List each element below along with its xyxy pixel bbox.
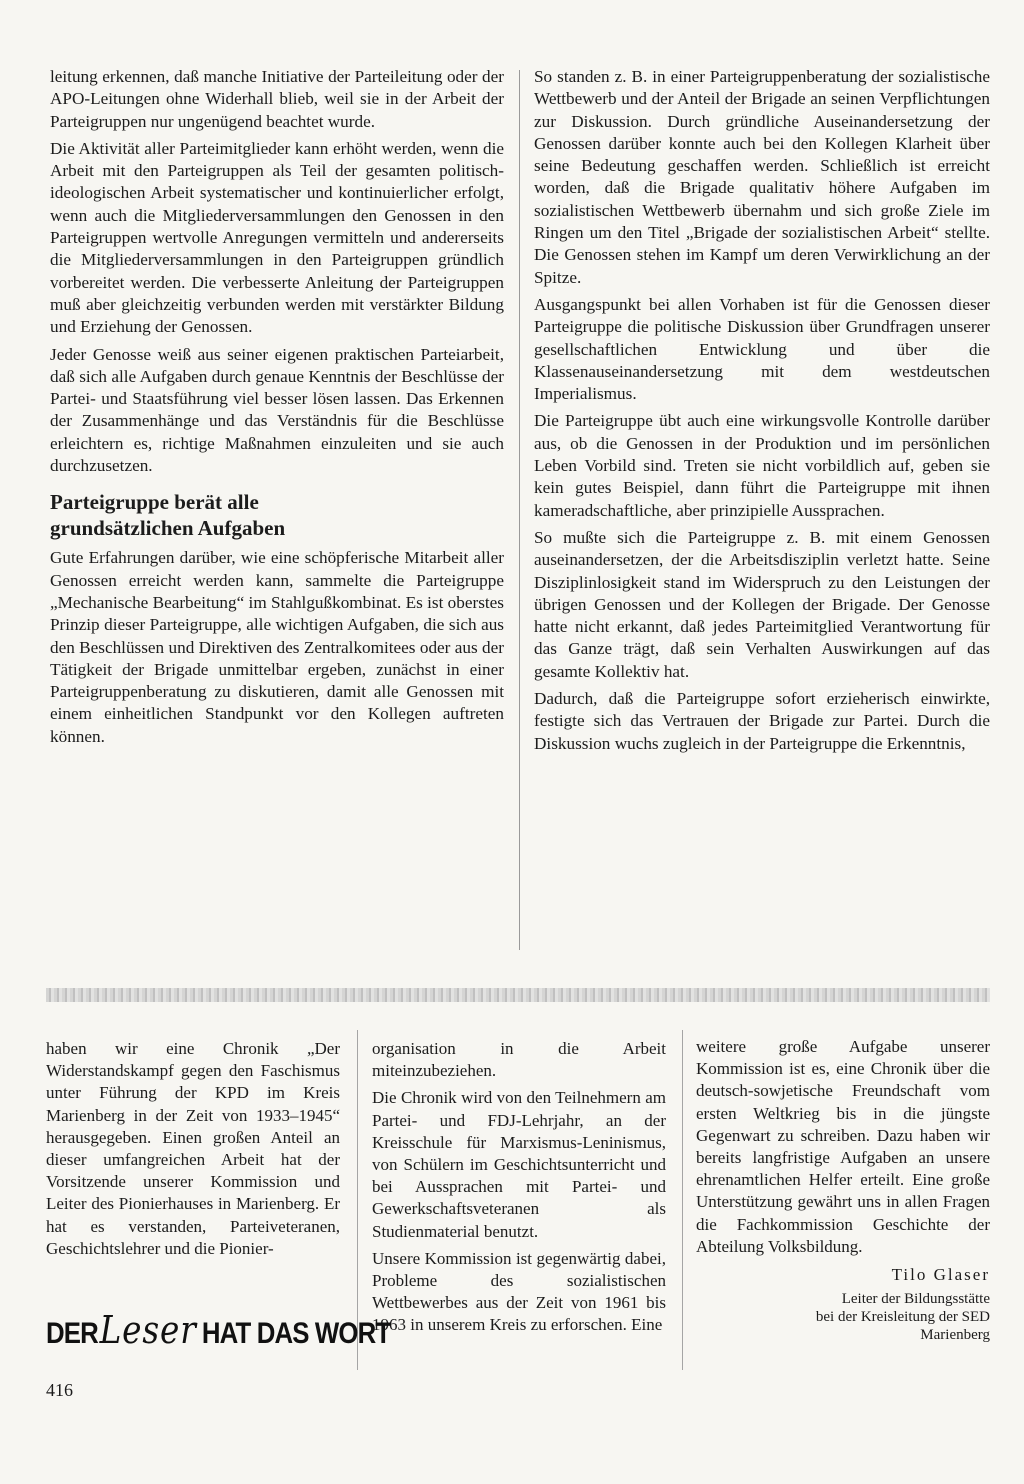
- section-heading-line-2: grundsätzlichen Aufgaben: [50, 516, 286, 541]
- author-signature: Tilo Glaser: [891, 1265, 990, 1285]
- paragraph: Gute Erfahrungen darüber, wie eine schöpferische Mitarbeit aller Genossen erreicht werden kann, sammelte die Parteigruppe „Mechanische Bearbeitung“ im Stahlgußkombinat. Es ist oberstes Prinzip dieser Parteigruppe, alle wichtigen Aufgaben, die sich aus den Beschlüssen und Direktiven des Zentralkomitees oder aus der Tätigkeit der Brigade unmittelbar ergeben, zunächst in einer Parteigruppenberatung zu diskutieren, damit alle Genossen mit einem einheitlichen Standpunkt vor den Kollegen auftreten können.: [50, 548, 504, 746]
- author-role: [696, 1290, 990, 1344]
- logo-text-leser: Leser: [99, 1308, 197, 1352]
- letter-column-1: [46, 1038, 340, 1265]
- paragraph: Die Chronik wird von den Teilnehmern am Partei- und FDJ-Lehrjahr, an der Kreisschule für Marxismus-Leninismus, von Schülern im Geschichtsunterricht und bei Aussprachen mit Partei- und Gewerkschaftsveteranen als Studienmaterial benutzt.: [372, 1088, 666, 1241]
- logo-text-hat-das-wort: HAT DAS WORT: [201, 1317, 391, 1350]
- separator-band: [46, 988, 990, 1002]
- author-role-line-2: bei der Kreisleitung der SED: [815, 1309, 990, 1326]
- der-leser-hat-das-wort-logo: [46, 1308, 391, 1352]
- article-left-column: [50, 66, 504, 753]
- paragraph: weitere große Aufgabe unserer Kommission ist es, eine Chronik über die deutsch-sowjetische Freundschaft vom ersten Weltkrieg bis in die jüngste Gegenwart zu schreiben. Dazu haben wir bereits langfristige Aufgaben an unsere ehrenamtlichen Helfer erteilt. Eine große Unterstützung gewährt uns in allen Fragen die Fachkommission Geschichte der Abteilung Volksbildung.: [696, 1037, 990, 1256]
- author-role-line-3: Marienberg: [920, 1327, 990, 1344]
- paragraph: Die Aktivität aller Parteimitglieder kann erhöht werden, wenn die Arbeit mit den Parteigruppen als Teil der gesamten politisch-ideologischen Arbeit systematischer und kontinuierlicher erfolgt, wenn auch die Mitgliederversammlungen den Genossen in den Parteigruppen wertvolle Anregungen vermitteln und andererseits die Mitgliederversammlungen in den Parteigruppen gründlich vorbereitet werden. Die verbesserte Anleitung der Parteigruppen muß aber gleichzeitig verbunden werden mit verstärkter Bildung und Erziehung der Genossen.: [50, 138, 504, 337]
- paragraph: Jeder Genosse weiß aus seiner eigenen praktischen Parteiarbeit, daß sich alle Aufgaben durch genaue Kenntnis der Beschlüsse der Partei- und Staatsführung viel besser lösen lassen. Das Erkennen der Zusammenhänge und das Verständnis für die Beschlüsse erleichtern es, richtige Maßnahmen einzuleiten und sie auch durchzusetzen.: [50, 344, 504, 476]
- author-role-line-1: Leiter der Bildungsstätte: [841, 1291, 990, 1308]
- letter-column-3: [696, 1036, 990, 1344]
- paragraph: haben wir eine Chronik „Der Widerstandskampf gegen den Faschismus unter Führung der KPD im Kreis Marienberg in der Zeit von 1933–1945“ herausgegeben. Einen großen Anteil an dieser umfangreichen Arbeit hat der Vorsitzende unserer Kommission und Leiter des Pionierhauses in Marienberg. Er hat es verstanden, Parteiveteranen, Geschichtslehrer und die Pionier-: [46, 1039, 340, 1258]
- paragraph: Unsere Kommission ist gegenwärtig dabei, Probleme des sozialistischen Wettbewerbes aus der Zeit von 1961 bis 1963 in unserem Kreis zu erforschen. Eine: [372, 1248, 666, 1335]
- column-divider: [682, 1030, 683, 1370]
- column-divider: [519, 70, 520, 950]
- page-number: 416: [46, 1380, 73, 1400]
- paragraph: Ausgangspunkt bei allen Vorhaben ist für die Genossen dieser Parteigruppe die politische Diskussion über Grundfragen unserer gesellschaftlichen Entwicklung und über die Klassenauseinandersetzung mit dem westdeutschen Imperialismus.: [534, 294, 990, 404]
- paragraph: leitung erkennen, daß manche Initiative der Parteileitung oder der APO-Leitungen ohne Widerhall blieb, weil sie in der Arbeit der Parteigruppen nur ungenügend beachtet wurde.: [50, 67, 504, 131]
- paragraph: organisation in die Arbeit miteinzubeziehen.: [372, 1039, 666, 1081]
- paragraph: Dadurch, daß die Parteigruppe sofort erzieherisch einwirkte, festigte sich das Vertrauen der Brigade zur Partei. Durch die Diskussion wuchs zugleich in der Parteigruppe die Erkenntnis,: [534, 689, 990, 753]
- paragraph: Die Parteigruppe übt auch eine wirkungsvolle Kontrolle darüber aus, ob die Genossen in der Produktion und im persönlichen Leben Vorbild sind. Treten sie nicht vorbildlich auf, geben sie kein gutes Beispiel, dann führt die Parteigruppe mit ihnen kameradschaftliche, aber prinzipielle Aussprachen.: [534, 411, 990, 520]
- section-heading-line-1: Parteigruppe berät alle: [50, 490, 259, 515]
- logo-text-der: DER: [46, 1317, 98, 1350]
- paragraph: So mußte sich die Parteigruppe z. B. mit einem Genossen auseinandersetzen, der die Arbeitsdisziplin verletzt hatte. Seine Disziplinlosigkeit stand im Widerspruch zu den Leistungen der übrigen Genossen und der Kollegen der Brigade. Der Genosse hatte nicht erkannt, daß jedes Parteimitglied Verantwortung für das Ganze trägt, daß sein Verhalten Auswirkungen auf das gesamte Kollektiv hat.: [534, 527, 990, 681]
- paragraph: So standen z. B. in einer Parteigruppenberatung der sozialistische Wettbewerb und der Anteil der Brigade an seinen Verpflichtungen zur Diskussion. Durch gründliche Auseinandersetzung der Genossen darüber konnte auch bei den Kollegen Klarheit über seine Bedeutung geschaffen werden. Schließlich ist erreicht worden, daß die Brigade qualitativ höhere Aufgaben im sozialistischen Wettbewerb übernahm und sich große Ziele im Ringen um den Titel „Brigade der sozialistischen Arbeit“ stellte. Die Genossen stehen im Kampf um deren Verwirklichung an der Spitze.: [534, 67, 990, 287]
- article-right-column: [534, 66, 990, 760]
- letter-column-2: [372, 1038, 666, 1342]
- section-heading: [50, 489, 504, 541]
